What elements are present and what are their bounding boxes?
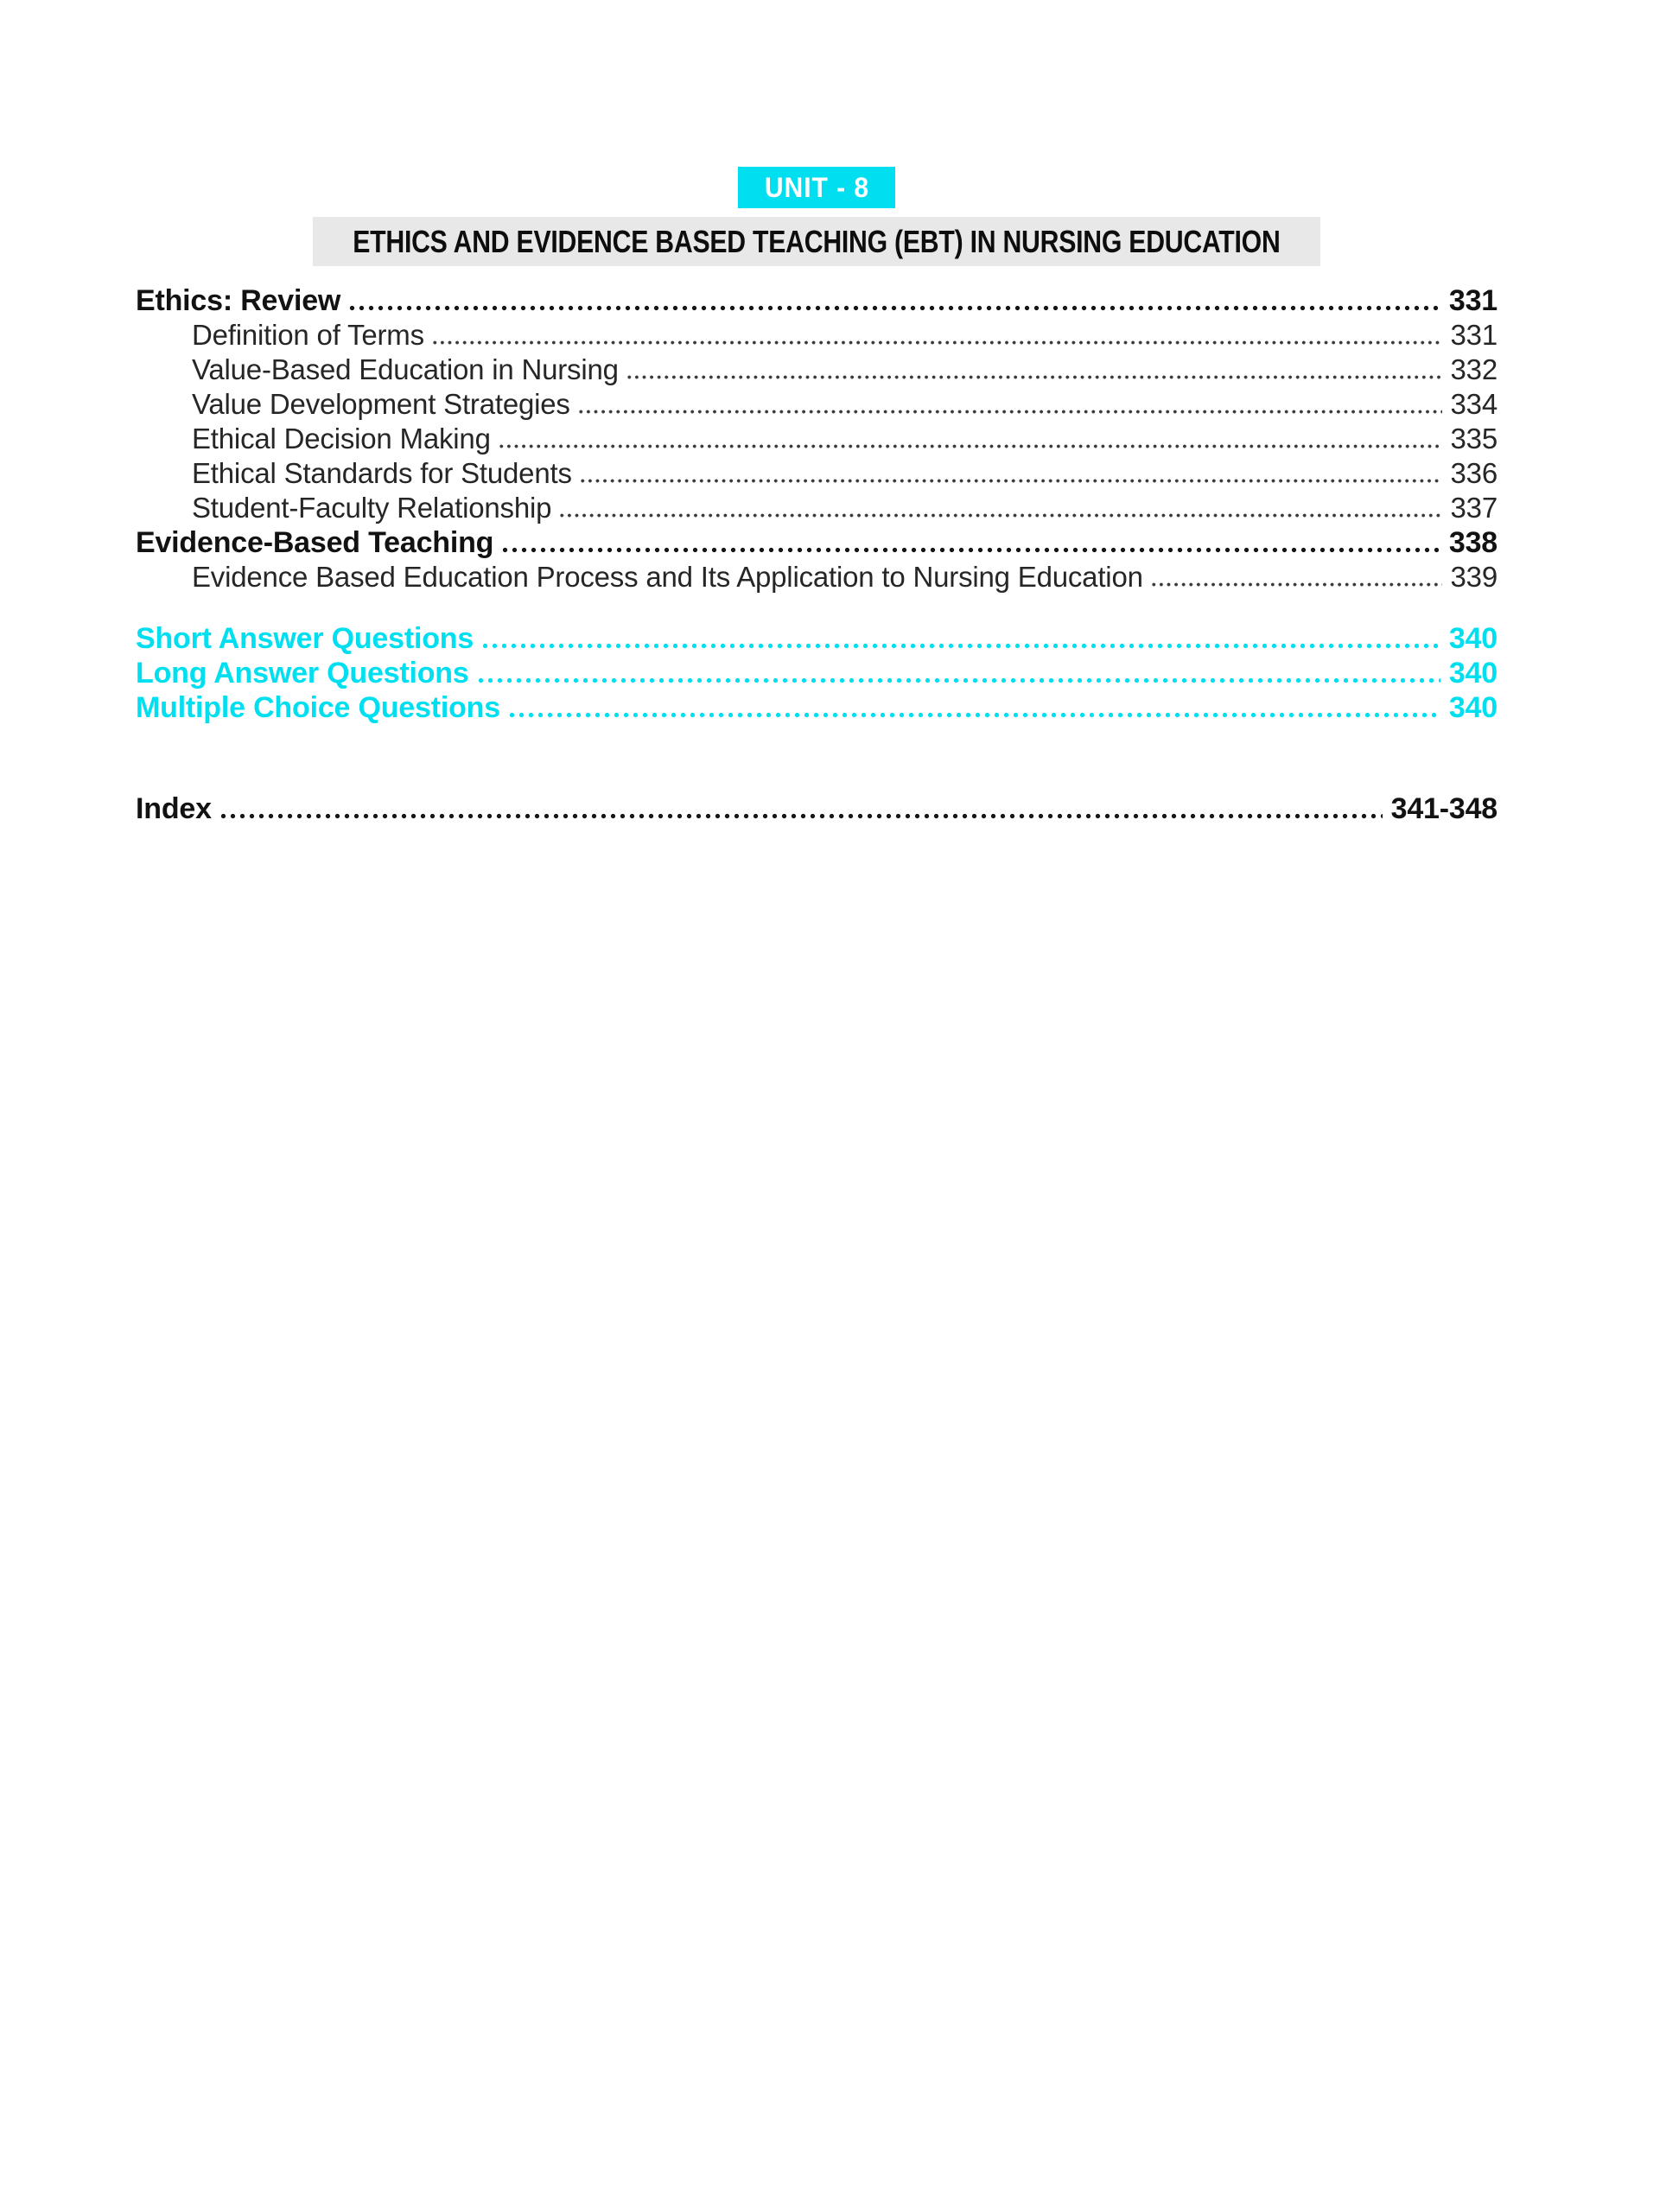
unit-title-bar — [313, 217, 1320, 266]
toc-entry — [136, 457, 1497, 492]
toc-entry-label: Ethical Standards for Students — [192, 457, 572, 489]
toc-entry-label: Ethical Decision Making — [192, 423, 491, 454]
toc-entry-label: Definition of Terms — [192, 319, 424, 351]
toc-entry-page: 335 — [1450, 423, 1497, 454]
toc-entry-page: 332 — [1450, 353, 1497, 385]
toc-entry-page: 341-348 — [1390, 792, 1497, 825]
toc-entry-page: 331 — [1448, 284, 1497, 317]
toc-entry — [136, 284, 1497, 319]
toc-entry-page: 339 — [1450, 561, 1497, 593]
toc-entry-page: 336 — [1450, 457, 1497, 489]
toc-entry-label: Evidence Based Education Process and Its Application to Nursing Education — [192, 561, 1143, 593]
question-section — [136, 622, 1497, 726]
toc-entry-label: Long Answer Questions — [136, 657, 469, 690]
toc-entry-label: Evidence-Based Teaching — [136, 526, 494, 559]
dot-leader — [558, 492, 1441, 526]
dot-leader — [498, 423, 1442, 457]
toc-entry-label: Value Development Strategies — [192, 388, 570, 420]
toc-entry — [136, 561, 1497, 595]
dot-leader — [577, 388, 1442, 423]
unit-badge-label: UNIT - 8 — [764, 171, 869, 203]
toc-entry — [136, 353, 1497, 388]
toc-entry-page: 334 — [1450, 388, 1497, 420]
toc-content — [136, 0, 1497, 827]
toc-entry — [136, 319, 1497, 353]
toc-entry-label: Ethics: Review — [136, 284, 341, 317]
toc-entry-page: 331 — [1450, 319, 1497, 351]
toc-entry — [136, 657, 1497, 691]
toc-entry-label: Value-Based Education in Nursing — [192, 353, 619, 385]
toc-entry-label: Index — [136, 792, 212, 825]
dot-leader — [579, 457, 1442, 492]
toc-entry-label: Student-Faculty Relationship — [192, 492, 552, 524]
index-section — [136, 792, 1497, 827]
toc-entry-page: 340 — [1448, 622, 1497, 655]
toc-entry — [136, 388, 1497, 423]
dot-leader — [219, 792, 1383, 827]
dot-leader — [347, 284, 1440, 319]
toc-entry — [136, 526, 1497, 561]
dot-leader — [431, 319, 1442, 353]
toc-entry-page: 338 — [1448, 526, 1497, 559]
toc-entry — [136, 492, 1497, 526]
toc-entry — [136, 691, 1497, 726]
toc-entry — [136, 792, 1497, 827]
dot-leader — [1150, 561, 1442, 595]
toc-entry — [136, 423, 1497, 457]
toc-entry-label: Short Answer Questions — [136, 622, 474, 655]
dot-leader — [480, 622, 1440, 657]
toc-entry — [136, 622, 1497, 657]
unit-badge — [738, 167, 895, 208]
dot-leader — [507, 691, 1440, 726]
unit-title: ETHICS AND EVIDENCE BASED TEACHING (EBT) IN NURSING EDUCATION — [353, 223, 1281, 259]
dot-leader — [626, 353, 1442, 388]
toc-entry-label: Multiple Choice Questions — [136, 691, 500, 724]
toc-entry-page: 340 — [1448, 657, 1497, 690]
toc-list — [136, 284, 1497, 827]
dot-leader — [500, 526, 1440, 561]
dot-leader — [476, 657, 1440, 691]
toc-entry-page: 337 — [1450, 492, 1497, 524]
toc-entry-page: 340 — [1448, 691, 1497, 724]
